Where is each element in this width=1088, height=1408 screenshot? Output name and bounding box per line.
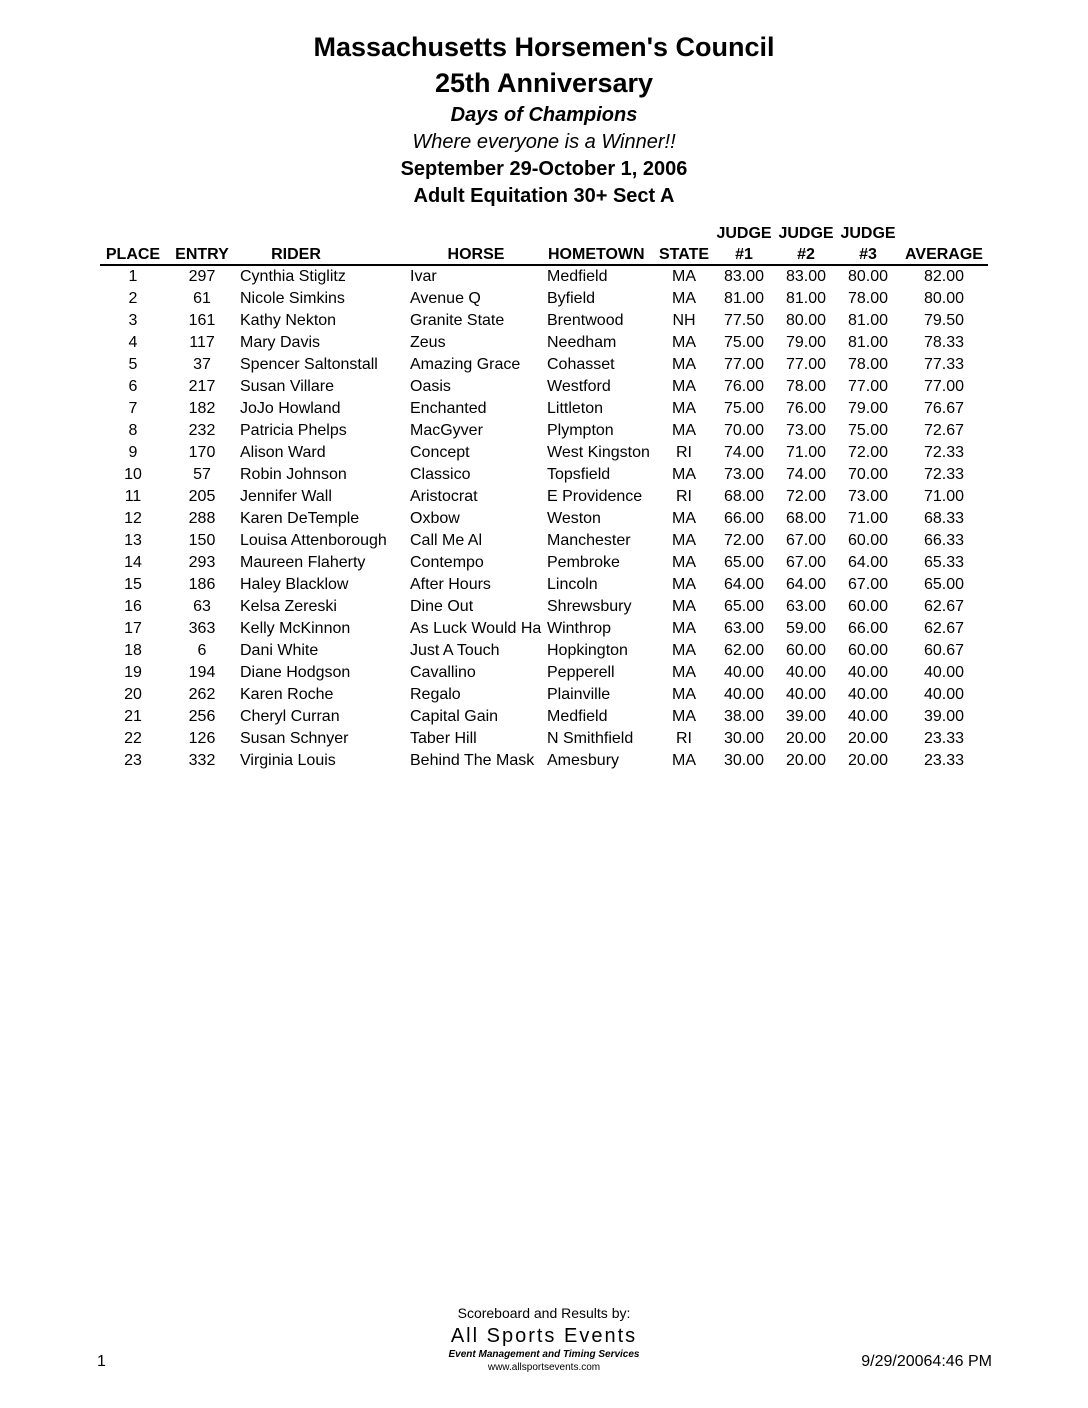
cell-hometown: Pembroke [547,554,620,571]
cell-judge-2-score: 63.00 [785,598,827,615]
cell-judge-2-score: 67.00 [785,554,827,571]
cell-judge-2-score: 20.00 [785,752,827,769]
cell-rider: Spencer Saltonstall [240,356,378,373]
cell-place: 22 [124,730,142,747]
cell-horse: Aristocrat [410,488,478,505]
cell-judge-2-score: 77.00 [785,356,827,373]
col-average: AVERAGE [905,246,983,263]
cell-average: 23.33 [923,752,965,769]
cell-rider: Robin Johnson [240,466,347,483]
cell-place: 20 [124,686,142,703]
cell-judge-2-score: 39.00 [785,708,827,725]
cell-average: 72.67 [923,422,965,439]
anniversary-title: 25th Anniversary [434,68,654,98]
cell-state: MA [672,554,696,571]
col-judge-3: #3 [859,246,877,263]
cell-rider: Susan Villare [240,378,334,395]
cell-judge-2-score: 79.00 [785,334,827,351]
cell-judge-3-score: 75.00 [847,422,889,439]
cell-place: 7 [128,400,138,417]
cell-average: 72.33 [923,444,965,461]
cell-average: 23.33 [923,730,965,747]
cell-horse: Capital Gain [410,708,499,725]
cell-state: MA [672,576,696,593]
cell-place: 15 [124,576,142,593]
cell-entry: 297 [188,268,216,285]
cell-hometown: West Kingston [547,444,650,461]
cell-state: RI [676,730,692,747]
cell-average: 65.00 [923,576,965,593]
header-rule [100,264,988,266]
cell-judge-1-score: 77.00 [723,356,765,373]
col-entry: ENTRY [175,246,229,263]
cell-state: MA [672,752,696,769]
cell-hometown: Needham [547,334,617,351]
cell-judge-2-score: 81.00 [785,290,827,307]
cell-average: 79.50 [923,312,965,329]
cell-hometown: Medfield [547,268,608,285]
cell-average: 77.00 [923,378,965,395]
cell-place: 17 [124,620,142,637]
cell-hometown: Plympton [547,422,614,439]
table-row [0,509,1088,531]
cell-state: MA [672,532,696,549]
cell-judge-2-score: 74.00 [785,466,827,483]
cell-hometown: Winthrop [547,620,612,637]
page-number: 1 [97,1353,106,1370]
cell-entry: 288 [188,510,216,527]
cell-hometown: N Smithfield [547,730,634,747]
cell-entry: 363 [188,620,216,637]
table-row [0,267,1088,289]
cell-average: 39.00 [923,708,965,725]
results-table [0,267,1088,773]
cell-place: 2 [128,290,138,307]
cell-judge-2-score: 68.00 [785,510,827,527]
cell-judge-3-score: 73.00 [847,488,889,505]
cell-state: MA [672,620,696,637]
table-row [0,421,1088,443]
cell-place: 5 [128,356,138,373]
col-hometown: HOMETOWN [548,246,645,263]
cell-horse: Enchanted [410,400,487,417]
cell-horse: Behind The Mask [410,752,535,769]
table-row [0,531,1088,553]
cell-average: 72.33 [923,466,965,483]
cell-judge-2-score: 40.00 [785,664,827,681]
cell-entry: 37 [193,356,211,373]
cell-judge-1-score: 70.00 [723,422,765,439]
cell-horse: As Luck Would Ha [410,620,542,637]
cell-rider: Haley Blacklow [240,576,349,593]
cell-state: MA [672,422,696,439]
cell-horse: Cavallino [410,664,476,681]
cell-state: MA [672,510,696,527]
table-row [0,641,1088,663]
cell-rider: Kathy Nekton [240,312,337,329]
cell-hometown: Weston [547,510,601,527]
cell-average: 77.33 [923,356,965,373]
table-row [0,729,1088,751]
company-logo-text: All Sports Events [450,1325,638,1347]
cell-entry: 256 [188,708,216,725]
cell-hometown: Shrewsbury [547,598,632,615]
company-website: www.allsportsevents.com [487,1362,601,1373]
cell-average: 62.67 [923,598,965,615]
cell-rider: Kelly McKinnon [240,620,351,637]
cell-hometown: Manchester [547,532,631,549]
cell-horse: Oxbow [410,510,460,527]
cell-rider: Maureen Flaherty [240,554,366,571]
cell-entry: 182 [188,400,216,417]
cell-judge-2-score: 78.00 [785,378,827,395]
cell-state: MA [672,268,696,285]
cell-entry: 217 [188,378,216,395]
cell-judge-2-score: 67.00 [785,532,827,549]
cell-judge-1-score: 64.00 [723,576,765,593]
table-row [0,685,1088,707]
cell-place: 1 [128,268,138,285]
table-row [0,575,1088,597]
cell-place: 21 [124,708,142,725]
cell-state: MA [672,356,696,373]
class-name: Adult Equitation 30+ Sect A [413,185,675,207]
cell-place: 12 [124,510,142,527]
table-row [0,663,1088,685]
cell-hometown: Littleton [547,400,604,417]
cell-judge-1-score: 83.00 [723,268,765,285]
table-row [0,399,1088,421]
cell-state: MA [672,642,696,659]
cell-entry: 150 [188,532,216,549]
cell-judge-1-score: 75.00 [723,400,765,417]
cell-judge-3-score: 77.00 [847,378,889,395]
judge-3-header-top: JUDGE [840,225,896,242]
cell-horse: Contempo [410,554,484,571]
cell-state: NH [672,312,696,329]
cell-average: 80.00 [923,290,965,307]
table-row [0,465,1088,487]
cell-hometown: Hopkington [547,642,628,659]
cell-state: MA [672,466,696,483]
cell-horse: Classico [410,466,471,483]
event-tagline: Where everyone is a Winner!! [412,131,676,153]
cell-hometown: Westford [547,378,611,395]
cell-horse: Concept [410,444,470,461]
cell-judge-1-score: 30.00 [723,730,765,747]
cell-entry: 61 [193,290,211,307]
cell-judge-3-score: 60.00 [847,598,889,615]
cell-horse: Call Me Al [410,532,483,549]
cell-horse: Amazing Grace [410,356,521,373]
cell-judge-2-score: 20.00 [785,730,827,747]
cell-judge-3-score: 70.00 [847,466,889,483]
cell-entry: 126 [188,730,216,747]
cell-entry: 57 [193,466,211,483]
cell-entry: 186 [188,576,216,593]
cell-place: 6 [128,378,138,395]
cell-entry: 63 [193,598,211,615]
table-row [0,487,1088,509]
cell-average: 62.67 [923,620,965,637]
cell-average: 76.67 [923,400,965,417]
cell-entry: 205 [188,488,216,505]
cell-horse: After Hours [410,576,491,593]
cell-hometown: Plainville [547,686,611,703]
cell-judge-1-score: 68.00 [723,488,765,505]
cell-judge-1-score: 40.00 [723,664,765,681]
cell-judge-1-score: 77.50 [723,312,765,329]
cell-rider: Kelsa Zereski [240,598,337,615]
cell-state: MA [672,290,696,307]
cell-state: MA [672,664,696,681]
table-row [0,289,1088,311]
cell-hometown: Byfield [547,290,596,307]
cell-rider: Cheryl Curran [240,708,340,725]
cell-horse: Avenue Q [410,290,481,307]
col-judge-2: #2 [797,246,815,263]
cell-judge-1-score: 65.00 [723,554,765,571]
cell-hometown: Brentwood [547,312,624,329]
table-row [0,619,1088,641]
cell-judge-3-score: 20.00 [847,730,889,747]
cell-judge-3-score: 72.00 [847,444,889,461]
table-row [0,311,1088,333]
cell-judge-3-score: 60.00 [847,642,889,659]
cell-judge-3-score: 40.00 [847,686,889,703]
cell-place: 18 [124,642,142,659]
cell-place: 19 [124,664,142,681]
cell-rider: Mary Davis [240,334,321,351]
cell-judge-3-score: 80.00 [847,268,889,285]
cell-rider: Susan Schnyer [240,730,349,747]
cell-judge-1-score: 72.00 [723,532,765,549]
judge-1-header-top: JUDGE [716,225,772,242]
table-row [0,355,1088,377]
cell-judge-2-score: 64.00 [785,576,827,593]
cell-rider: Diane Hodgson [240,664,351,681]
cell-judge-1-score: 38.00 [723,708,765,725]
cell-judge-1-score: 62.00 [723,642,765,659]
cell-state: MA [672,378,696,395]
cell-judge-2-score: 83.00 [785,268,827,285]
cell-entry: 117 [189,334,215,351]
cell-average: 40.00 [923,664,965,681]
cell-state: MA [672,708,696,725]
cell-place: 13 [124,532,142,549]
cell-judge-3-score: 64.00 [847,554,889,571]
company-tagline: Event Management and Timing Services [448,1349,640,1360]
cell-rider: Karen DeTemple [240,510,360,527]
cell-hometown: Medfield [547,708,608,725]
cell-state: MA [672,334,696,351]
cell-judge-3-score: 81.00 [847,312,889,329]
event-name: Days of Champions [450,104,638,126]
cell-judge-1-score: 75.00 [723,334,765,351]
cell-entry: 170 [188,444,216,461]
cell-rider: Karen Roche [240,686,334,703]
cell-state: MA [672,598,696,615]
cell-judge-2-score: 40.00 [785,686,827,703]
col-horse: HORSE [447,246,505,263]
cell-judge-3-score: 78.00 [847,356,889,373]
cell-place: 16 [124,598,142,615]
cell-judge-1-score: 40.00 [723,686,765,703]
cell-state: MA [672,686,696,703]
cell-place: 8 [128,422,138,439]
cell-judge-1-score: 73.00 [723,466,765,483]
cell-judge-3-score: 79.00 [847,400,889,417]
cell-entry: 232 [188,422,216,439]
cell-judge-2-score: 60.00 [785,642,827,659]
cell-average: 71.00 [923,488,965,505]
cell-hometown: Lincoln [547,576,598,593]
cell-average: 40.00 [923,686,965,703]
print-timestamp: 9/29/20064:46 PM [861,1353,992,1370]
cell-place: 3 [128,312,138,329]
cell-judge-1-score: 81.00 [723,290,765,307]
cell-average: 82.00 [923,268,965,285]
cell-rider: Louisa Attenborough [240,532,387,549]
table-row [0,751,1088,773]
cell-rider: Patricia Phelps [240,422,347,439]
cell-entry: 6 [197,642,207,659]
cell-horse: Just A Touch [410,642,500,659]
cell-judge-1-score: 65.00 [723,598,765,615]
cell-place: 23 [124,752,142,769]
event-dates: September 29-October 1, 2006 [400,158,688,180]
col-judge-1: #1 [735,246,753,263]
col-state: STATE [658,246,710,263]
cell-place: 4 [128,334,138,351]
cell-judge-3-score: 67.00 [847,576,889,593]
cell-horse: Regalo [410,686,461,703]
cell-place: 9 [128,444,138,461]
col-rider: RIDER [271,246,321,263]
cell-horse: Oasis [410,378,451,395]
cell-rider: Nicole Simkins [240,290,345,307]
cell-entry: 293 [188,554,216,571]
cell-average: 60.67 [923,642,965,659]
table-row [0,707,1088,729]
cell-place: 11 [124,488,142,505]
cell-rider: Dani White [240,642,319,659]
report-title: Massachusetts Horsemen's Council [313,32,775,62]
cell-judge-2-score: 59.00 [785,620,827,637]
cell-judge-1-score: 63.00 [723,620,765,637]
cell-judge-3-score: 20.00 [847,752,889,769]
table-row [0,443,1088,465]
cell-judge-1-score: 74.00 [723,444,765,461]
cell-judge-3-score: 40.00 [847,708,889,725]
cell-hometown: E Providence [547,488,643,505]
cell-rider: JoJo Howland [240,400,341,417]
table-row [0,333,1088,355]
cell-horse: Dine Out [410,598,474,615]
cell-entry: 262 [188,686,216,703]
cell-average: 65.33 [923,554,965,571]
cell-state: MA [672,400,696,417]
cell-horse: Zeus [410,334,446,351]
cell-judge-2-score: 72.00 [785,488,827,505]
judge-2-header-top: JUDGE [778,225,834,242]
cell-rider: Jennifer Wall [240,488,332,505]
cell-judge-1-score: 66.00 [723,510,765,527]
cell-judge-1-score: 76.00 [723,378,765,395]
cell-judge-1-score: 30.00 [723,752,765,769]
cell-judge-2-score: 76.00 [785,400,827,417]
cell-judge-3-score: 60.00 [847,532,889,549]
cell-entry: 332 [188,752,216,769]
cell-hometown: Pepperell [547,664,615,681]
cell-average: 78.33 [923,334,965,351]
cell-horse: Granite State [410,312,505,329]
cell-horse: MacGyver [410,422,483,439]
cell-judge-3-score: 66.00 [847,620,889,637]
cell-rider: Virginia Louis [240,752,336,769]
cell-judge-3-score: 40.00 [847,664,889,681]
cell-rider: Cynthia Stiglitz [240,268,346,285]
cell-hometown: Cohasset [547,356,615,373]
cell-place: 10 [124,466,142,483]
table-row [0,377,1088,399]
cell-judge-3-score: 81.00 [847,334,889,351]
cell-average: 66.33 [923,532,965,549]
cell-horse: Taber Hill [410,730,477,747]
cell-hometown: Amesbury [547,752,620,769]
table-row [0,597,1088,619]
cell-judge-3-score: 71.00 [847,510,889,527]
footer-credit: Scoreboard and Results by: [457,1305,631,1321]
cell-state: RI [676,488,692,505]
cell-entry: 161 [188,312,216,329]
cell-judge-2-score: 80.00 [785,312,827,329]
cell-hometown: Topsfield [547,466,611,483]
cell-horse: Ivar [410,268,437,285]
cell-average: 68.33 [923,510,965,527]
cell-rider: Alison Ward [240,444,326,461]
cell-state: RI [676,444,692,461]
cell-judge-2-score: 73.00 [785,422,827,439]
cell-entry: 194 [188,664,216,681]
col-place: PLACE [105,246,161,263]
cell-place: 14 [124,554,142,571]
cell-judge-3-score: 78.00 [847,290,889,307]
cell-judge-2-score: 71.00 [785,444,827,461]
table-row [0,553,1088,575]
